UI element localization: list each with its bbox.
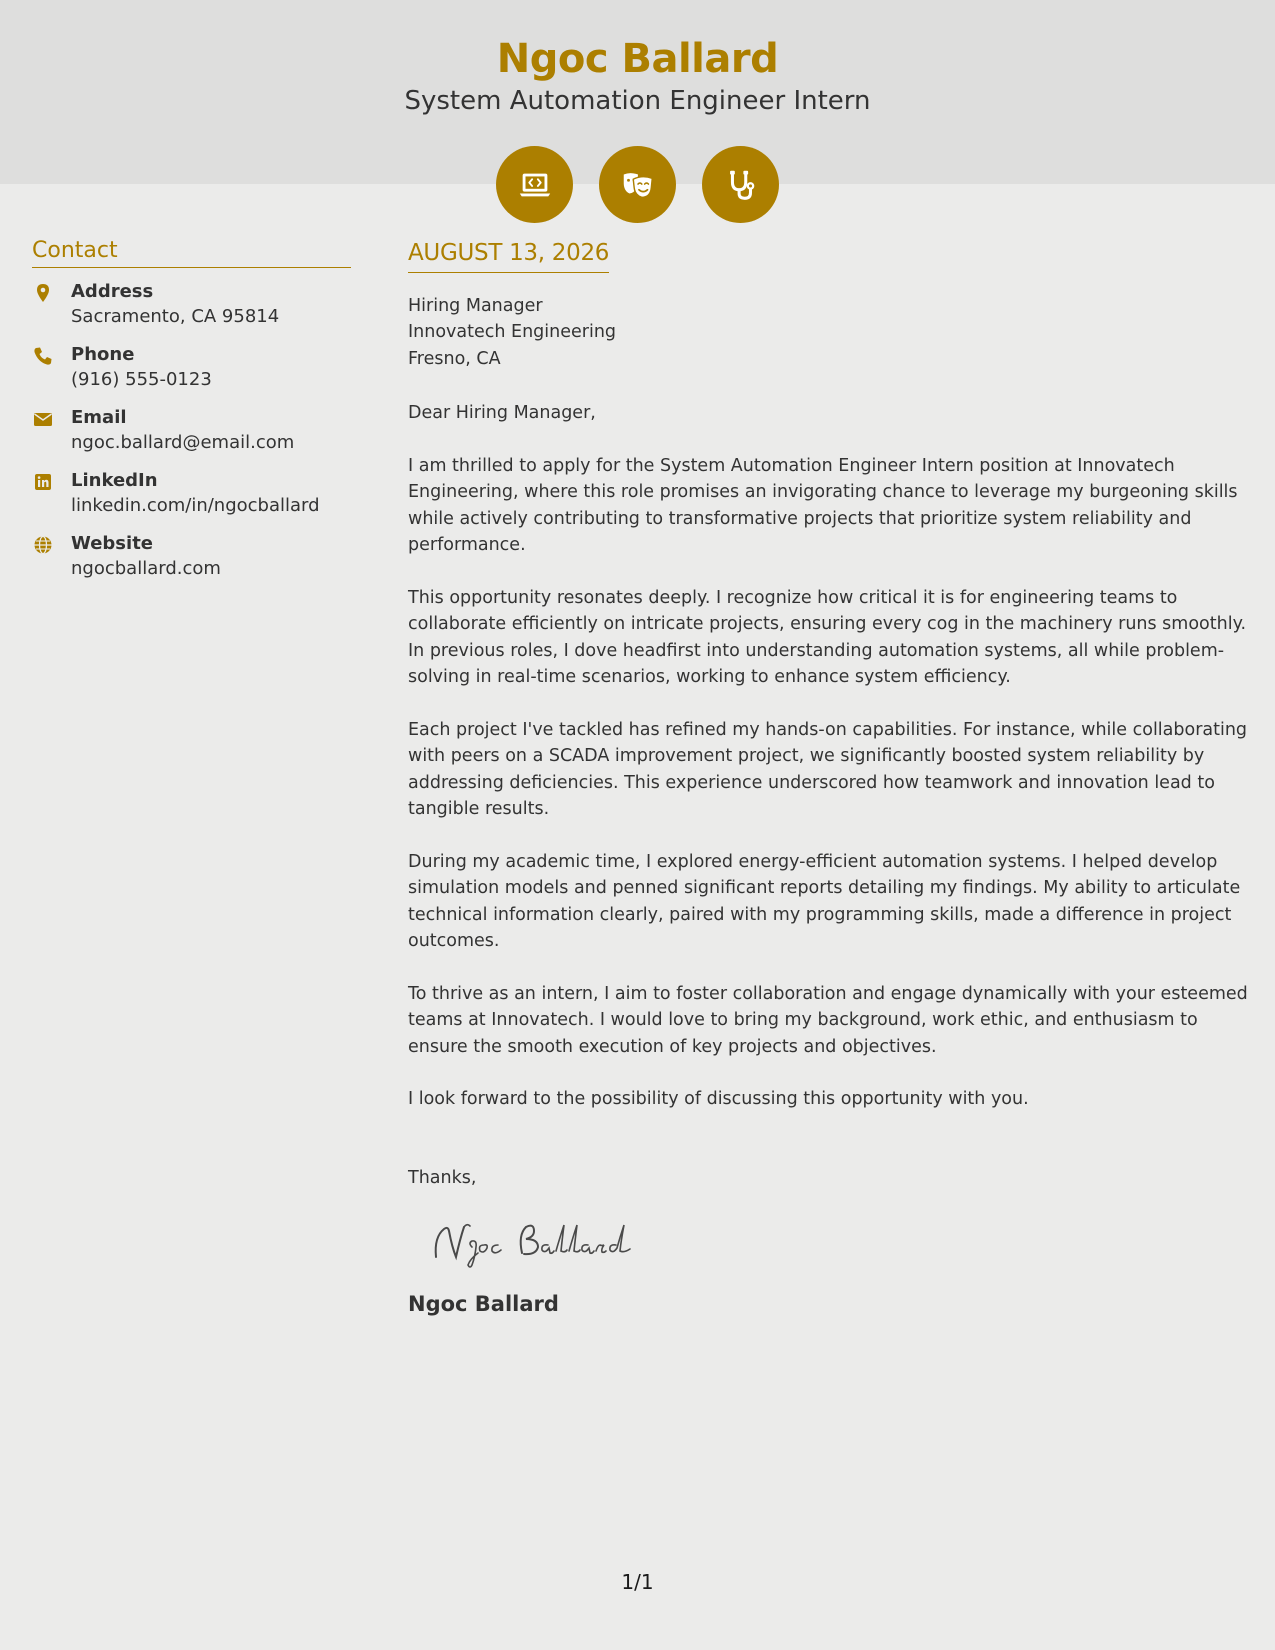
recipient-line: Innovatech Engineering <box>408 322 617 342</box>
contact-label: Email <box>71 407 127 428</box>
recipient-line: Fresno, CA <box>408 348 501 369</box>
envelope-icon <box>32 409 54 431</box>
contact-label: Website <box>71 533 154 554</box>
recipient-line: Hiring Manager <box>408 295 543 316</box>
contact-item-address <box>32 280 351 331</box>
laptop-code-icon <box>496 146 573 223</box>
recipient-block <box>408 293 1248 373</box>
contact-item-linkedin[interactable] <box>32 469 351 520</box>
phone-icon <box>32 346 54 368</box>
applicant-name: Ngoc Ballard <box>496 36 779 82</box>
signer-name: Ngoc Ballard <box>408 1292 559 1316</box>
page-number: 1/1 <box>621 1570 654 1594</box>
letter-paragraph: To thrive as an intern, I aim to foster collaboration and engage dynamically with your esteemed teams at Innovatech. I would love to bring my background, work ethic, and enthusiasm to ensure the smooth execution of key projects and objectives. <box>408 983 1248 1057</box>
stethoscope-icon <box>702 146 779 223</box>
contact-item-phone <box>32 343 351 394</box>
contact-value: (916) 555-0123 <box>71 369 212 390</box>
email-link[interactable]: ngoc.ballard@email.com <box>71 432 295 453</box>
salutation: Dear Hiring Manager, <box>408 403 596 423</box>
contact-item-website[interactable] <box>32 532 351 583</box>
website-link[interactable]: ngocballard.com <box>71 558 221 579</box>
letter-paragraph: Each project I've tackled has refined my hands-on capabilities. For instance, while collaborating with peers on a SCADA improvement project, we significantly boosted system reliability by addressing deficiencies. This experience underscored how teamwork and innovation lead to tangible results. <box>408 719 1248 819</box>
contact-sidebar <box>32 238 351 595</box>
contact-item-email[interactable] <box>32 406 351 457</box>
header-icon-row <box>0 146 1275 223</box>
closing: Thanks, <box>408 1167 477 1188</box>
letter-date: AUGUST 13, 2026 <box>408 240 609 273</box>
linkedin-icon <box>32 472 54 494</box>
job-title: System Automation Engineer Intern <box>404 86 871 116</box>
contact-label: Address <box>71 281 154 302</box>
map-pin-icon <box>32 283 54 305</box>
contact-heading: Contact <box>32 238 351 268</box>
globe-icon <box>32 535 54 557</box>
handwritten-signature <box>430 1217 690 1277</box>
letter-paragraph: I look forward to the possibility of discussing this opportunity with you. <box>408 1089 1029 1109</box>
contact-label: LinkedIn <box>71 470 158 491</box>
letter-paragraph: I am thrilled to apply for the System Automation Engineer Intern position at Innovatech Engineering, where this role promises an invigorating chance to leverage my burgeoning skills while actively contributing to transformative projects that prioritize system reliability and performance. <box>408 455 1238 555</box>
contact-label: Phone <box>71 344 135 365</box>
letter-body <box>408 240 1248 1318</box>
letter-paragraph: During my academic time, I explored energy-efficient automation systems. I helped develop simulation models and penned significant reports detailing my findings. My ability to articulate technical information clearly, paired with my programming skills, made a difference in project outcomes. <box>408 851 1241 951</box>
contact-value: Sacramento, CA 95814 <box>71 306 280 327</box>
letter-paragraph: This opportunity resonates deeply. I recognize how critical it is for engineering teams to collaborate efficiently on intricate projects, ensuring every cog in the machinery runs smoothly. In previous roles, I dove headfirst into understanding automation systems, all while problem-solving in real-time scenarios, working to enhance system efficiency. <box>408 587 1247 687</box>
linkedin-link[interactable]: linkedin.com/in/ngocballard <box>71 495 320 516</box>
theater-masks-icon <box>599 146 676 223</box>
